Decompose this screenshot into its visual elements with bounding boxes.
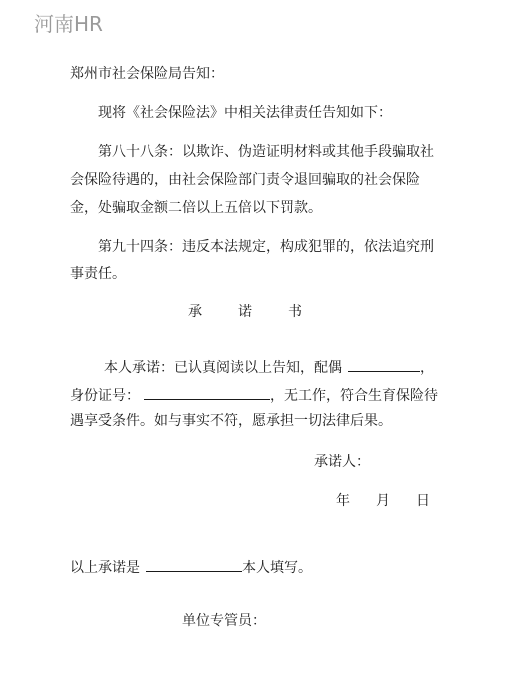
id-number-label: 身份证号： xyxy=(70,388,140,404)
notice-intro: 现将《社会保险法》中相关法律责任告知如下： xyxy=(98,105,392,121)
notice-heading: 郑州市社会保险局告知： xyxy=(70,66,224,82)
date-day: 日 xyxy=(416,493,430,509)
signer-label: 承诺人： xyxy=(314,454,370,470)
pledge-line-3: 遇享受条件。如与事实不符，愿承担一切法律后果。 xyxy=(70,413,392,429)
spouse-name-field[interactable] xyxy=(348,357,420,372)
pledge-line-1 xyxy=(104,357,434,378)
pledge-title-char: 书 xyxy=(288,304,302,320)
confirm-line xyxy=(70,557,312,578)
article-88-line-1: 第八十八条：以欺诈、伪造证明材料或其他手段骗取社 xyxy=(98,144,434,160)
pledge-title-char: 承 xyxy=(188,304,202,320)
filler-name-field[interactable] xyxy=(146,557,242,572)
pledge-title-char: 诺 xyxy=(238,304,252,320)
confirm-suffix: 本人填写。 xyxy=(242,560,312,576)
watermark: 河南HR xyxy=(34,12,103,36)
pledge-line-1-text: 本人承诺：已认真阅读以上告知，配偶 xyxy=(104,360,342,376)
date-line xyxy=(336,491,430,511)
officer-label: 单位专管员： xyxy=(182,613,266,629)
pledge-title xyxy=(188,302,302,322)
pledge-line-1-end: ， xyxy=(420,360,434,376)
pledge-line-2-text: ，无工作，符合生育保险待 xyxy=(270,388,438,404)
date-month: 月 xyxy=(376,493,390,509)
confirm-prefix: 以上承诺是 xyxy=(70,560,140,576)
article-88-line-3: 金，处骗取金额二倍以上五倍以下罚款。 xyxy=(70,200,322,216)
article-94-line-1: 第九十四条：违反本法规定，构成犯罪的，依法追究刑 xyxy=(98,239,434,255)
article-94-line-2: 事责任。 xyxy=(70,266,126,282)
date-year: 年 xyxy=(336,493,350,509)
article-88-line-2: 会保险待遇的，由社会保险部门责令退回骗取的社会保险 xyxy=(70,172,420,188)
pledge-line-2 xyxy=(70,385,438,406)
id-number-field[interactable] xyxy=(144,385,270,400)
